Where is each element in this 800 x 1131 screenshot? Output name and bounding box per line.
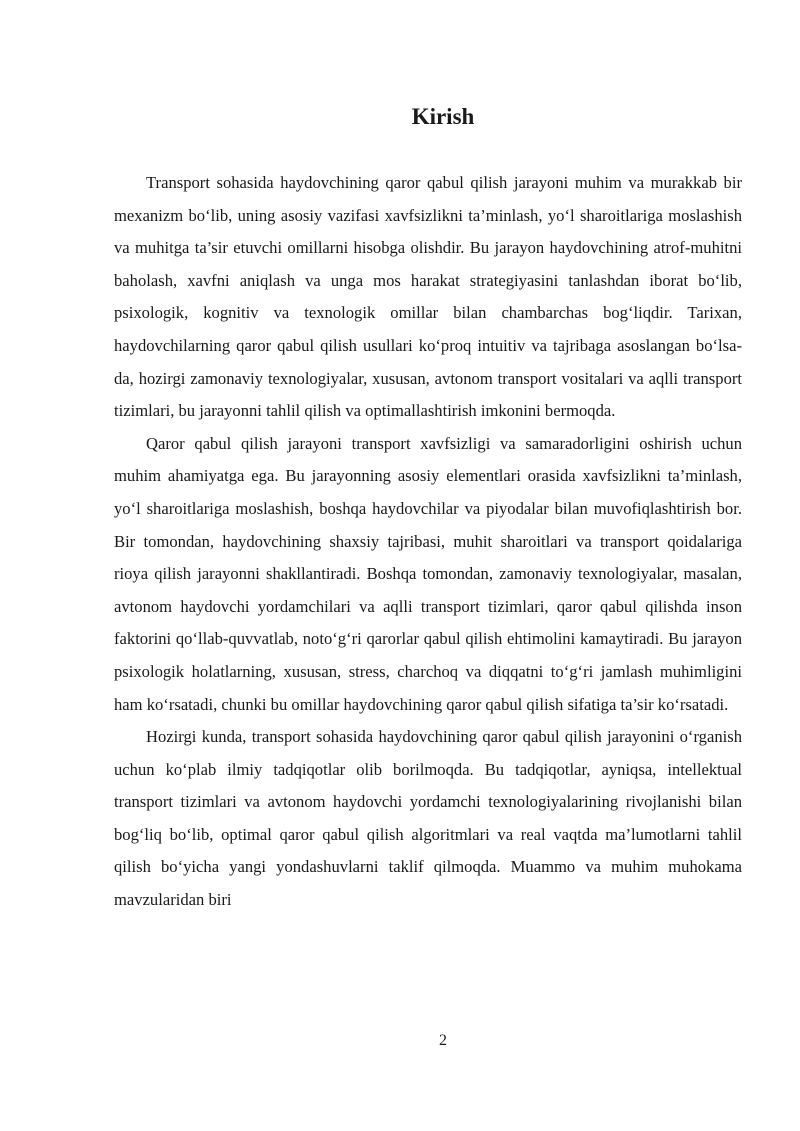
paragraph-2: Qaror qabul qilish jarayoni transport xavfsizligi va samaradorligini oshirish uchun muhim ahamiyatga ega. Bu jarayonning asosiy elementlari orasida xavfsizlikni ta’minlash, yo‘l sharoitlariga moslashish, boshqa haydovchilar va piyodalar bilan muvofiqlashtirish bor. Bir tomondan, haydovchining shaxsiy tajribasi, muhit sharoitlari va transport qoidalariga rioya qilish jarayonni shakllantiradi. Boshqa tomondan, zamonaviy texnologiyalar, masalan, avtonom haydovchi yordamchilari va aqlli transport tizimlari, qaror qabul qilishda inson faktorini qo‘llab-quvvatlab, noto‘g‘ri qarorlar qabul qilish ehtimolini kamaytiradi. Bu jarayon psixologik holatlarning, xususan, stress, charchoq va diqqatni to‘g‘ri jamlash muhimligini ham ko‘rsatadi, chunki bu omillar haydovchining qaror qabul qilish sifatiga ta’sir ko‘rsatadi. (114, 433, 742, 714)
page-title: Kirish (411, 104, 475, 129)
paragraph-1: Transport sohasida haydovchining qaror qabul qilish jarayoni muhim va murakkab bir mexanizm bo‘lib, uning asosiy vazifasi xavfsizlikni ta’minlash, yo‘l sharoitlariga moslashish va muhitga ta’sir etuvchi omillarni hisobga olishdir. Bu jarayon haydovchining atrof-muhitni baholash, xavfni aniqlash va unga mos harakat strategiyasini tanlashdan iborat bo‘lib, psixologik, kognitiv va texnologik omillar bilan chambarchas bog‘liqdir. Tarixan, haydovchilarning qaror qabul qilish usullari ko‘proq intuitiv va tajribaga asoslangan bo‘lsa-da, hozirgi zamonaviy texnologiyalar, xususan, avtonom transport vositalari va aqlli transport tizimlari, bu jarayonni tahlil qilish va optimallashtirish imkonini bermoqda. (114, 173, 742, 421)
paragraph-3: Hozirgi kunda, transport sohasida haydovchining qaror qabul qilish jarayonini o‘rganish uchun ko‘plab ilmiy tadqiqotlar olib borilmoqda. Bu tadqiqotlar, ayniqsa, intellektual transport tizimlari va avtonom haydovchi yordamchi texnologiyalarining rivojlanishi bilan bog‘liq bo‘lib, optimal qaror qabul qilish algoritmlari va real vaqtda ma’lumotlarni tahlil qilish bo‘yicha yangi yondashuvlarni taklif qilmoqda. Muammo va muhim muhokama mavzularidan biri (114, 727, 742, 910)
page-number: 2 (439, 1032, 447, 1049)
body-text (114, 167, 742, 917)
